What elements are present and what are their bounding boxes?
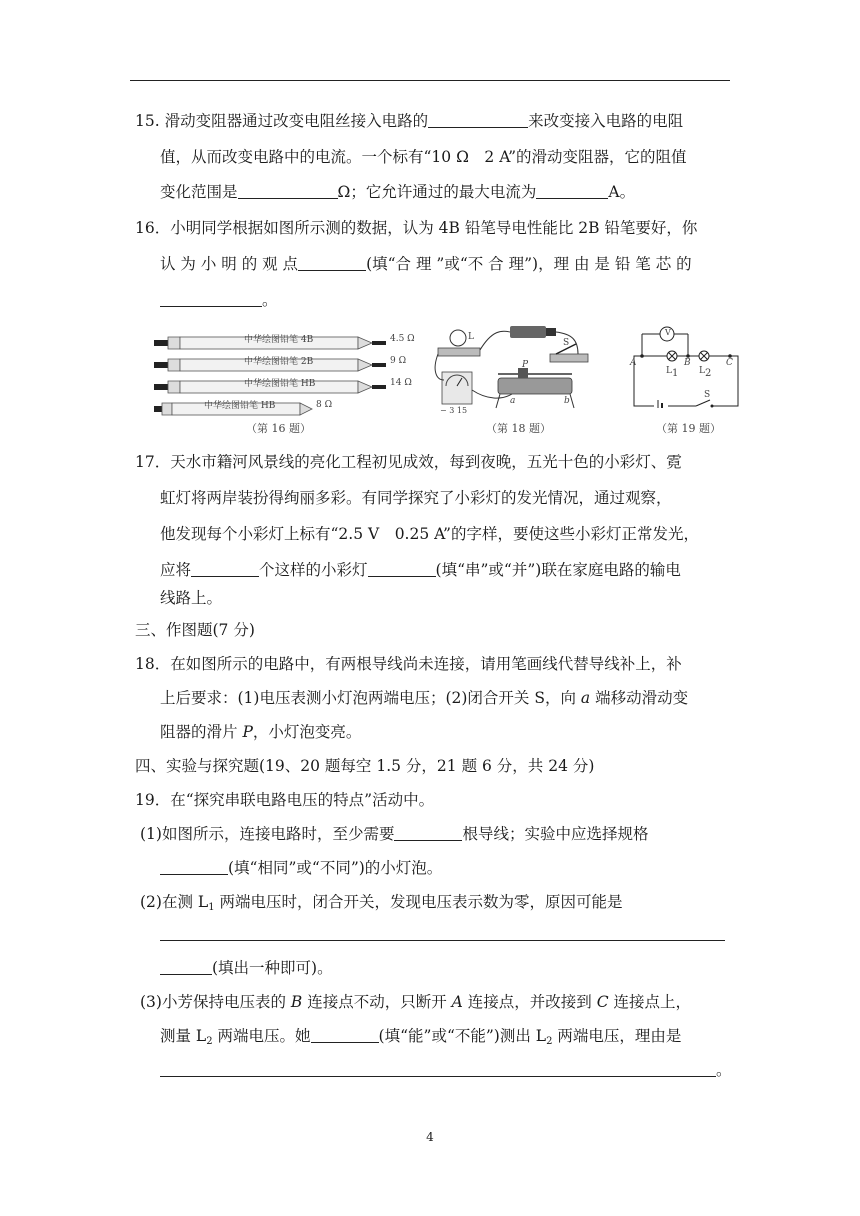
q19-part1-line2: (填“相同”或“不同”)的小灯泡。	[160, 858, 860, 878]
fig19-label-S: S	[704, 390, 711, 400]
q17-blank1[interactable]	[191, 562, 259, 577]
q18-line1: 18．在如图所示的电路中，有两根导线尚未连接，请用笔画线代替导线补上，补	[135, 655, 682, 673]
q18-line3: 阻器的滑片 P，小灯泡变亮。	[160, 723, 362, 741]
q17-line3: 他发现每个小彩灯上标有“2.5 V 0.25 A”的字样，要使这些小彩灯正常发光，	[160, 525, 699, 543]
q17-blank2[interactable]	[368, 562, 436, 577]
q18-line2: 上后要求：(1)电压表测小灯泡两端电压；(2)闭合开关 S，向 a 端移动滑动变	[160, 689, 689, 707]
q16-blank2[interactable]	[160, 292, 262, 307]
fig18-label-S: S	[563, 338, 570, 348]
q19-part3-line1: (3)小芳保持电压表的 B 连接点不动，只断开 A 连接点，并改接到 C 连接点上，	[140, 993, 692, 1011]
fig19-label-C: C	[726, 358, 733, 368]
q19-blank4[interactable]	[160, 960, 212, 975]
pencil-label-1: 中华绘图铅笔 4B	[244, 335, 314, 345]
q19-part1-line1: (1)如图所示，连接电路时，至少需要 根导线；实验中应选择规格	[140, 825, 649, 843]
fig18-label-L: L	[468, 332, 474, 342]
q19-part2-answer-line[interactable]	[160, 924, 860, 944]
q16-line1: 16．小明同学根据如图所示测的数据，认为 4B 铅笔导电性能比 2B 铅笔要好，你	[135, 219, 698, 237]
fig18-label-P: P	[522, 360, 529, 370]
q19-part3-answer-line: 。	[160, 1060, 860, 1080]
q19-blank5[interactable]	[311, 1028, 379, 1043]
q19-part2-line1: (2)在测 $L_1$ 两端电压时，闭合开关，发现电压表示数为零，原因可能是	[140, 893, 623, 913]
q19-blank2[interactable]	[160, 860, 228, 875]
q17-line5: 线路上。	[160, 589, 223, 607]
q15-blank2[interactable]	[238, 184, 338, 199]
caption-fig19: （第 19 题）	[656, 422, 721, 435]
q19-intro: 19．在“探究串联电路电压的特点”活动中。	[135, 791, 435, 809]
page-number: 4	[426, 1130, 434, 1144]
fig19-label-B: B	[684, 358, 691, 368]
pencil-resistance-4: 8 Ω	[316, 400, 333, 410]
pencil-resistance-1: 4.5 Ω	[390, 334, 415, 344]
q16-line3: 。	[160, 290, 860, 310]
caption-fig16: （第 16 题）	[246, 422, 311, 435]
q15-blank3[interactable]	[536, 184, 608, 199]
fig18-meter-terminals: − 3 15	[440, 406, 468, 415]
fig19-voltmeter-V: V	[665, 328, 671, 337]
pencil-resistance-2: 9 Ω	[390, 356, 407, 366]
q17-line1: 17．天水市籍河风景线的亮化工程初见成效，每到夜晚，五光十色的小彩灯、霓	[135, 453, 682, 471]
q19-blank6[interactable]	[160, 1062, 716, 1077]
q19-part3-line2: 测量 $L_2$ 两端电压。她 (填“能”或“不能”)测出 $L_2$ 两端电压，理由是	[160, 1027, 682, 1047]
fig19-label-L1: L1	[666, 366, 679, 379]
fig18-label-a: a	[510, 396, 516, 406]
q17-line2: 虹灯将两岸装扮得绚丽多彩。有同学探究了小彩灯的发光情况，通过观察，	[160, 489, 672, 507]
section-3-heading: 三、作图题(7 分)	[135, 621, 255, 639]
section-4-heading: 四、实验与探究题(19、20 题每空 1.5 分，21 题 6 分，共 24 分)	[135, 757, 595, 775]
pencil-label-2: 中华绘图铅笔 2B	[244, 357, 314, 367]
header-rule	[130, 80, 730, 81]
q19-part2-line3: (填出一种即可)。	[160, 958, 860, 978]
q17-line4: 应将 个这样的小彩灯 (填“串”或“并”)联在家庭电路的输电	[160, 561, 681, 579]
q15-line3: 变化范围是 Ω；它允许通过的最大电流为 A。	[160, 183, 636, 201]
fig18-label-b: b	[564, 396, 570, 406]
q15-blank1[interactable]	[428, 113, 528, 128]
q15-line1: 15. 滑动变阻器通过改变电阻丝接入电路的 来改变接入电路的电阻	[135, 112, 684, 130]
caption-fig18: （第 18 题）	[486, 422, 551, 435]
fig19-label-L2: L2	[699, 366, 712, 379]
figures-row	[150, 320, 750, 438]
q16-line2: 认 为 小 明 的 观 点 (填“合 理 ”或“不 合 理”)，理 由 是 铅 笔 芯 的	[160, 255, 692, 273]
pencil-resistance-3: 14 Ω	[390, 378, 412, 388]
pencil-label-3: 中华绘图铅笔 HB	[244, 379, 316, 389]
q16-blank1[interactable]	[298, 256, 366, 271]
q19-blank3[interactable]	[160, 926, 725, 941]
fig19-label-A: A	[630, 358, 637, 368]
q19-blank1[interactable]	[394, 826, 462, 841]
pencil-label-4: 中华绘图铅笔 HB	[204, 401, 276, 411]
q15-line2: 值，从而改变电路中的电流。一个标有“10 Ω 2 A”的滑动变阻器，它的阻值	[160, 148, 687, 166]
